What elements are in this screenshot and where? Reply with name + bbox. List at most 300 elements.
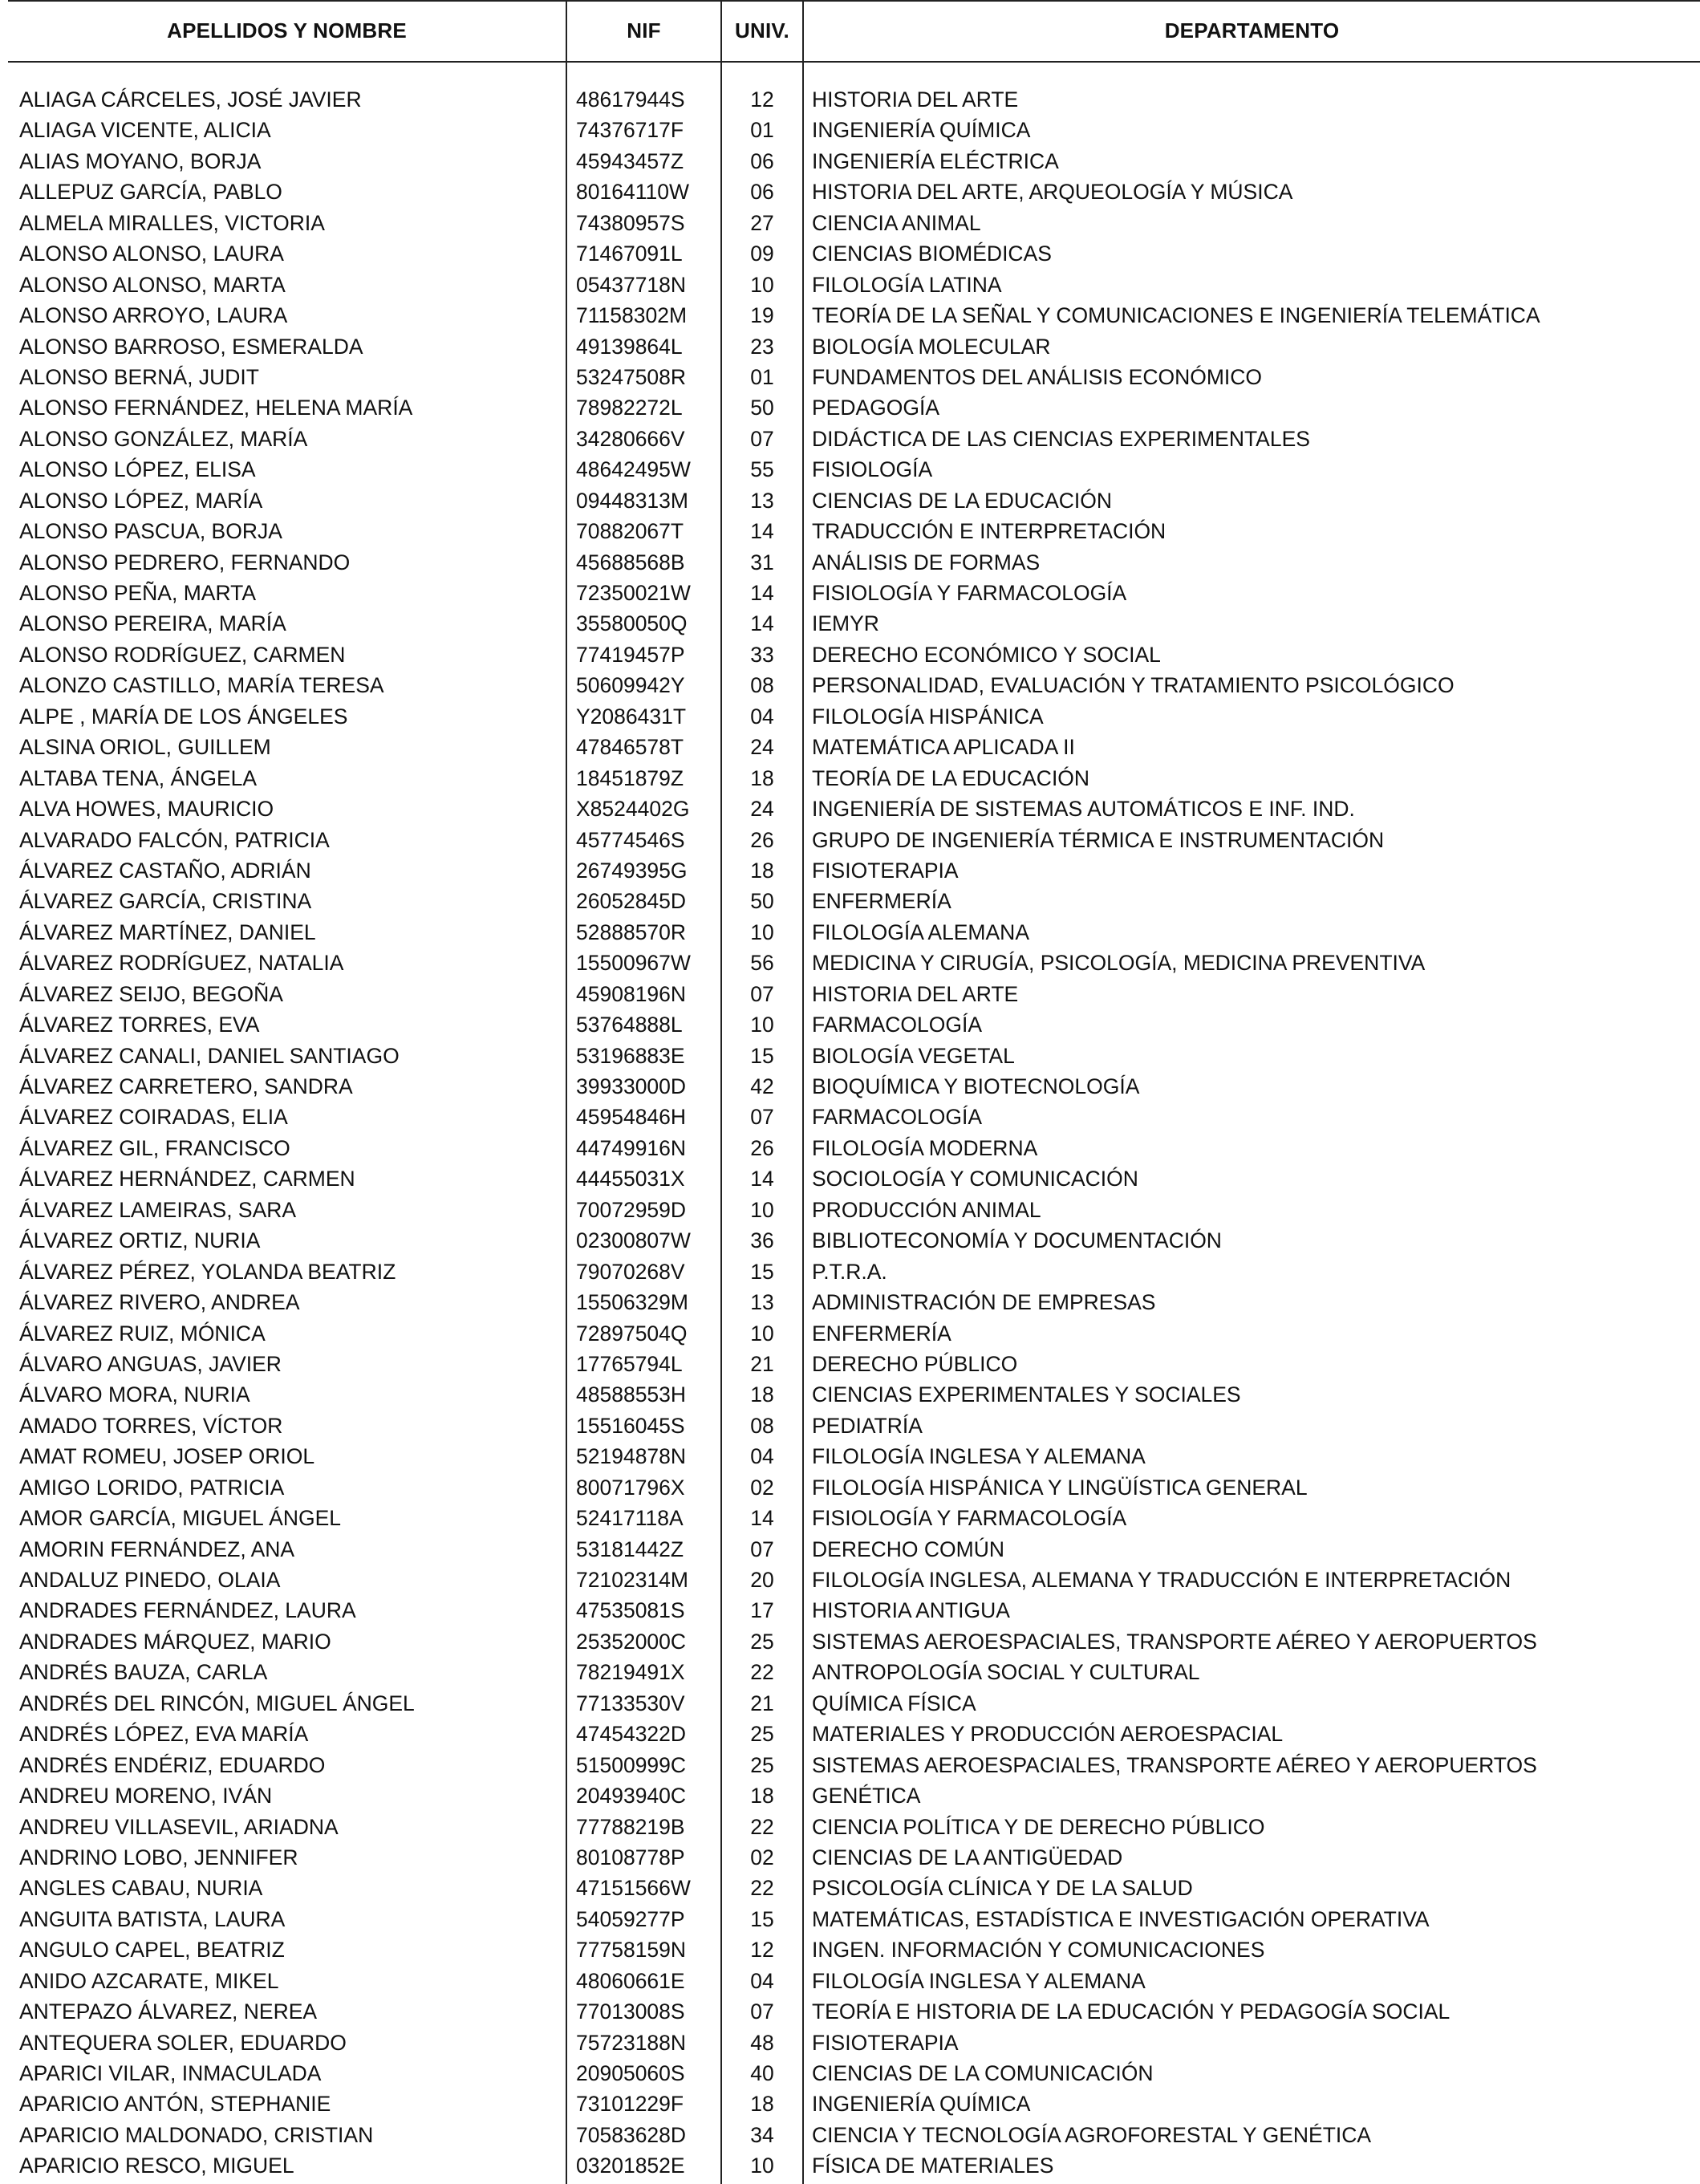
row-departamento: CIENCIAS DE LA ANTIGÜEDAD xyxy=(812,1845,1123,1869)
row-name: ANGULO CAPEL, BEATRIZ xyxy=(19,1938,285,1963)
header-rule xyxy=(8,61,1700,63)
row-nif: 72350021W xyxy=(576,581,691,605)
table-row xyxy=(0,1812,1700,1842)
row-univ: 33 xyxy=(750,642,774,667)
row-name: ANDRADES MÁRQUEZ, MARIO xyxy=(19,1629,331,1654)
row-name: ALIAS MOYANO, BORJA xyxy=(19,148,262,173)
row-name: ANIDO AZCARATE, MIKEL xyxy=(19,1968,279,1993)
row-name: ÁLVAREZ RIVERO, ANDREA xyxy=(19,1290,300,1315)
row-univ: 36 xyxy=(750,1228,774,1253)
row-departamento: FILOLOGÍA HISPÁNICA xyxy=(812,704,1044,729)
row-name: ANGLES CABAU, NURIA xyxy=(19,1876,263,1901)
row-departamento: PEDIATRÍA xyxy=(812,1413,923,1438)
table-row xyxy=(0,1750,1700,1780)
row-departamento: INGEN. INFORMACIÓN Y COMUNICACIONES xyxy=(812,1938,1265,1963)
row-nif: 71158302M xyxy=(576,303,688,328)
table-row xyxy=(0,208,1700,238)
table-row xyxy=(0,2089,1700,2119)
table-row xyxy=(0,300,1700,331)
row-nif: 53181442Z xyxy=(576,1537,684,1561)
row-nif: 74376717F xyxy=(576,118,684,143)
row-departamento: DERECHO PÚBLICO xyxy=(812,1351,1018,1376)
table-row xyxy=(0,1934,1700,1965)
row-univ: 22 xyxy=(750,1876,774,1901)
table-row xyxy=(0,84,1700,115)
row-nif: 34280666V xyxy=(576,426,685,451)
row-name: ANTEQUERA SOLER, EDUARDO xyxy=(19,2030,347,2055)
row-nif: 49139864L xyxy=(576,334,683,359)
table-row xyxy=(0,1719,1700,1749)
row-nif: 72897504Q xyxy=(576,1321,688,1346)
row-name: ALONSO PASCUA, BORJA xyxy=(19,519,282,544)
row-name: ALSINA ORIOL, GUILLEM xyxy=(19,735,271,760)
table-row xyxy=(0,1349,1700,1379)
row-univ: 09 xyxy=(750,242,774,266)
row-departamento: FILOLOGÍA INGLESA, ALEMANA Y TRADUCCIÓN E INTERPRETACIÓN xyxy=(812,1568,1511,1592)
row-univ: 14 xyxy=(750,581,774,605)
row-univ: 10 xyxy=(750,272,774,297)
row-univ: 02 xyxy=(750,1845,774,1869)
table-row xyxy=(0,639,1700,670)
row-departamento: ANTROPOLOGÍA SOCIAL Y CULTURAL xyxy=(812,1660,1200,1685)
table-row xyxy=(0,1041,1700,1071)
row-nif: 17765794L xyxy=(576,1351,683,1376)
row-departamento: CIENCIAS BIOMÉDICAS xyxy=(812,242,1052,266)
row-departamento: INGENIERÍA ELÉCTRICA xyxy=(812,148,1059,173)
row-name: ÁLVAREZ GARCÍA, CRISTINA xyxy=(19,889,312,914)
row-univ: 34 xyxy=(750,2122,774,2147)
row-name: ANDALUZ PINEDO, OLAIA xyxy=(19,1568,281,1592)
table-row xyxy=(0,146,1700,177)
column-header-departamento: DEPARTAMENTO xyxy=(1164,18,1340,43)
row-name: ANDREU MORENO, IVÁN xyxy=(19,1784,273,1808)
row-departamento: GENÉTICA xyxy=(812,1784,921,1808)
row-nif: 70583628D xyxy=(576,2122,687,2147)
table-row xyxy=(0,886,1700,916)
row-nif: 53196883E xyxy=(576,1043,685,1068)
table-row xyxy=(0,1163,1700,1194)
row-univ: 15 xyxy=(750,1906,774,1931)
row-nif: X8524402G xyxy=(576,797,690,822)
row-univ: 17 xyxy=(750,1598,774,1623)
row-departamento: FISIOLOGÍA xyxy=(812,457,933,482)
row-name: ÁLVARO ANGUAS, JAVIER xyxy=(19,1351,282,1376)
row-departamento: CIENCIAS EXPERIMENTALES Y SOCIALES xyxy=(812,1382,1241,1407)
row-name: ALIAGA VICENTE, ALICIA xyxy=(19,118,271,143)
table-row xyxy=(0,763,1700,794)
row-nif: 18451879Z xyxy=(576,765,684,790)
row-name: ÁLVAREZ COIRADAS, ELIA xyxy=(19,1105,288,1130)
row-name: ANTEPAZO ÁLVAREZ, NEREA xyxy=(19,1999,318,2024)
row-departamento: GRUPO DE INGENIERÍA TÉRMICA E INSTRUMENTACIÓN xyxy=(812,827,1385,852)
row-departamento: TEORÍA DE LA EDUCACIÓN xyxy=(812,765,1090,790)
table-row xyxy=(0,331,1700,362)
row-name: ALONSO ARROYO, LAURA xyxy=(19,303,288,328)
row-nif: 03201852E xyxy=(576,2154,685,2178)
row-nif: 80071796X xyxy=(576,1475,685,1500)
row-univ: 18 xyxy=(750,765,774,790)
row-nif: 25352000C xyxy=(576,1629,687,1654)
row-departamento: PERSONALIDAD, EVALUACIÓN Y TRATAMIENTO PSICOLÓGICO xyxy=(812,673,1455,698)
row-nif: 77419457P xyxy=(576,642,685,667)
row-departamento: FILOLOGÍA HISPÁNICA Y LINGÜÍSTICA GENERAL xyxy=(812,1475,1308,1500)
table-row xyxy=(0,1318,1700,1349)
row-univ: 14 xyxy=(750,519,774,544)
row-name: ALONZO CASTILLO, MARÍA TERESA xyxy=(19,673,384,698)
row-univ: 13 xyxy=(750,1290,774,1315)
row-name: ALONSO ALONSO, LAURA xyxy=(19,242,284,266)
row-name: ALONSO FERNÁNDEZ, HELENA MARÍA xyxy=(19,396,413,420)
row-departamento: SOCIOLOGÍA Y COMUNICACIÓN xyxy=(812,1167,1138,1191)
table-row xyxy=(0,115,1700,145)
row-departamento: HISTORIA DEL ARTE xyxy=(812,981,1019,1006)
row-nif: 53247508R xyxy=(576,364,687,389)
row-departamento: PSICOLOGÍA CLÍNICA Y DE LA SALUD xyxy=(812,1876,1193,1901)
table-row xyxy=(0,1657,1700,1687)
row-nif: 47454322D xyxy=(576,1722,687,1747)
table-row xyxy=(0,1441,1700,1472)
column-header-univ: UNIV. xyxy=(735,18,789,43)
row-nif: 72102314M xyxy=(576,1568,688,1592)
row-departamento: CIENCIAS DE LA EDUCACIÓN xyxy=(812,488,1113,513)
row-univ: 56 xyxy=(750,951,774,976)
table-row xyxy=(0,1133,1700,1163)
row-nif: 48588553H xyxy=(576,1382,687,1407)
table-row xyxy=(0,485,1700,516)
row-departamento: FISIOTERAPIA xyxy=(812,2030,959,2055)
row-departamento: CIENCIAS DE LA COMUNICACIÓN xyxy=(812,2061,1154,2085)
row-nif: 39933000D xyxy=(576,1074,687,1098)
row-name: AMOR GARCÍA, MIGUEL ÁNGEL xyxy=(19,1506,342,1531)
row-departamento: TEORÍA DE LA SEÑAL Y COMUNICACIONES E INGENIERÍA TELEMÁTICA xyxy=(812,303,1540,328)
table-row xyxy=(0,238,1700,269)
row-univ: 50 xyxy=(750,396,774,420)
table-row xyxy=(0,1225,1700,1256)
row-nif: 52417118A xyxy=(576,1506,684,1531)
table-row xyxy=(0,392,1700,423)
row-univ: 10 xyxy=(750,1013,774,1037)
row-univ: 20 xyxy=(750,1568,774,1592)
row-departamento: SISTEMAS AEROESPACIALES, TRANSPORTE AÉREO Y AEROPUERTOS xyxy=(812,1752,1537,1777)
row-departamento: FILOLOGÍA ALEMANA xyxy=(812,919,1029,944)
row-departamento: FISIOTERAPIA xyxy=(812,858,959,883)
row-nif: 44455031X xyxy=(576,1167,685,1191)
row-nif: 48060661E xyxy=(576,1968,685,1993)
row-departamento: INGENIERÍA QUÍMICA xyxy=(812,2092,1031,2117)
row-nif: 15516045S xyxy=(576,1413,685,1438)
row-univ: 48 xyxy=(750,2030,774,2055)
row-departamento: INGENIERÍA QUÍMICA xyxy=(812,118,1031,143)
row-departamento: IEMYR xyxy=(812,611,879,636)
row-departamento: FISIOLOGÍA Y FARMACOLOGÍA xyxy=(812,581,1127,605)
row-name: ALONSO LÓPEZ, MARÍA xyxy=(19,488,263,513)
row-name: ÁLVAREZ TORRES, EVA xyxy=(19,1013,260,1037)
row-univ: 31 xyxy=(750,550,774,574)
table-row xyxy=(0,670,1700,700)
table-row xyxy=(0,1472,1700,1503)
row-univ: 15 xyxy=(750,1259,774,1284)
table-row xyxy=(0,825,1700,855)
row-departamento: PEDAGOGÍA xyxy=(812,396,940,420)
row-name: ALONSO PEDRERO, FERNANDO xyxy=(19,550,351,574)
row-nif: 48617944S xyxy=(576,87,685,112)
row-name: ALONSO ALONSO, MARTA xyxy=(19,272,286,297)
row-nif: 52888570R xyxy=(576,919,687,944)
row-departamento: BIBLIOTECONOMÍA Y DOCUMENTACIÓN xyxy=(812,1228,1222,1253)
row-univ: 10 xyxy=(750,919,774,944)
row-name: ANDRINO LOBO, JENNIFER xyxy=(19,1845,298,1869)
table-row xyxy=(0,2058,1700,2089)
table-row xyxy=(0,917,1700,948)
row-name: ÁLVAREZ CANALI, DANIEL SANTIAGO xyxy=(19,1043,400,1068)
row-univ: 27 xyxy=(750,210,774,235)
row-univ: 26 xyxy=(750,827,774,852)
column-header-name: APELLIDOS Y NOMBRE xyxy=(167,18,407,43)
table-row xyxy=(0,177,1700,207)
row-univ: 10 xyxy=(750,2154,774,2178)
row-nif: 35580050Q xyxy=(576,611,688,636)
row-departamento: HISTORIA ANTIGUA xyxy=(812,1598,1010,1623)
row-univ: 07 xyxy=(750,981,774,1006)
row-univ: 55 xyxy=(750,457,774,482)
table-row xyxy=(0,1411,1700,1441)
table-row xyxy=(0,1565,1700,1595)
row-name: ALPE , MARÍA DE LOS ÁNGELES xyxy=(19,704,348,729)
row-univ: 01 xyxy=(750,118,774,143)
row-nif: 77013008S xyxy=(576,1999,685,2024)
row-univ: 06 xyxy=(750,148,774,173)
row-nif: 26052845D xyxy=(576,889,687,914)
row-name: ALONSO PEREIRA, MARÍA xyxy=(19,611,286,636)
row-departamento: SISTEMAS AEROESPACIALES, TRANSPORTE AÉREO Y AEROPUERTOS xyxy=(812,1629,1537,1654)
table-row xyxy=(0,454,1700,485)
row-name: ALONSO BARROSO, ESMERALDA xyxy=(19,334,363,359)
row-nif: 54059277P xyxy=(576,1906,685,1931)
row-nif: 51500999C xyxy=(576,1752,687,1777)
row-univ: 19 xyxy=(750,303,774,328)
row-univ: 24 xyxy=(750,797,774,822)
row-name: ALLEPUZ GARCÍA, PABLO xyxy=(19,180,282,205)
row-name: ALONSO BERNÁ, JUDIT xyxy=(19,364,259,389)
row-univ: 07 xyxy=(750,1105,774,1130)
row-departamento: MATERIALES Y PRODUCCIÓN AEROESPACIAL xyxy=(812,1722,1284,1747)
row-departamento: FILOLOGÍA INGLESA Y ALEMANA xyxy=(812,1444,1146,1469)
row-departamento: DERECHO COMÚN xyxy=(812,1537,1004,1561)
row-univ: 02 xyxy=(750,1475,774,1500)
row-name: ANDRADES FERNÁNDEZ, LAURA xyxy=(19,1598,356,1623)
row-name: ANGUITA BATISTA, LAURA xyxy=(19,1906,286,1931)
row-univ: 15 xyxy=(750,1043,774,1068)
row-nif: 80108778P xyxy=(576,1845,685,1869)
row-nif: 20493940C xyxy=(576,1784,687,1808)
row-name: ÁLVAREZ RUIZ, MÓNICA xyxy=(19,1321,266,1346)
row-nif: 47535081S xyxy=(576,1598,685,1623)
row-nif: 70882067T xyxy=(576,519,684,544)
row-nif: 50609942Y xyxy=(576,673,685,698)
table-row xyxy=(0,2120,1700,2150)
table-row xyxy=(0,547,1700,578)
row-departamento: BIOLOGÍA MOLECULAR xyxy=(812,334,1051,359)
table-row xyxy=(0,1904,1700,1934)
row-nif: 48642495W xyxy=(576,457,691,482)
row-univ: 07 xyxy=(750,426,774,451)
table-row xyxy=(0,362,1700,392)
row-univ: 40 xyxy=(750,2061,774,2085)
row-univ: 25 xyxy=(750,1629,774,1654)
table-row xyxy=(0,1996,1700,2027)
table-row xyxy=(0,2028,1700,2058)
row-nif: 02300807W xyxy=(576,1228,691,1253)
table-row xyxy=(0,2150,1700,2181)
row-name: ÁLVAREZ SEIJO, BEGOÑA xyxy=(19,981,283,1006)
row-nif: 79070268V xyxy=(576,1259,685,1284)
row-nif: 77758159N xyxy=(576,1938,687,1963)
column-header-nif: NIF xyxy=(627,18,661,43)
row-departamento: MATEMÁTICA APLICADA II xyxy=(812,735,1075,760)
row-nif: 75723188N xyxy=(576,2030,687,2055)
row-univ: 10 xyxy=(750,1197,774,1222)
row-name: ÁLVAREZ ORTIZ, NURIA xyxy=(19,1228,261,1253)
row-name: AMIGO LORIDO, PATRICIA xyxy=(19,1475,285,1500)
row-departamento: ENFERMERÍA xyxy=(812,889,951,914)
table-row xyxy=(0,1503,1700,1533)
row-univ: 10 xyxy=(750,1321,774,1346)
row-nif: 77788219B xyxy=(576,1814,685,1839)
row-univ: 50 xyxy=(750,889,774,914)
row-departamento: TEORÍA E HISTORIA DE LA EDUCACIÓN Y PEDAGOGÍA SOCIAL xyxy=(812,1999,1450,2024)
row-name: AMADO TORRES, VÍCTOR xyxy=(19,1413,283,1438)
row-departamento: FARMACOLOGÍA xyxy=(812,1105,983,1130)
row-nif: 05437718N xyxy=(576,272,687,297)
row-nif: 45908196N xyxy=(576,981,687,1006)
row-univ: 13 xyxy=(750,488,774,513)
row-univ: 26 xyxy=(750,1135,774,1160)
row-nif: 71467091L xyxy=(576,242,683,266)
row-departamento: QUÍMICA FÍSICA xyxy=(812,1691,976,1715)
row-nif: 78982272L xyxy=(576,396,683,420)
table-row xyxy=(0,1379,1700,1410)
row-departamento: FISIOLOGÍA Y FARMACOLOGÍA xyxy=(812,1506,1127,1531)
row-departamento: CIENCIA Y TECNOLOGÍA AGROFORESTAL Y GENÉTICA xyxy=(812,2122,1372,2147)
row-name: ÁLVAREZ HERNÁNDEZ, CARMEN xyxy=(19,1167,355,1191)
row-nif: 53764888L xyxy=(576,1013,683,1037)
row-univ: 42 xyxy=(750,1074,774,1098)
row-departamento: CIENCIA ANIMAL xyxy=(812,210,981,235)
row-nif: 78219491X xyxy=(576,1660,685,1685)
row-departamento: BIOLOGÍA VEGETAL xyxy=(812,1043,1015,1068)
row-name: ÁLVARO MORA, NURIA xyxy=(19,1382,250,1407)
row-departamento: DERECHO ECONÓMICO Y SOCIAL xyxy=(812,642,1161,667)
table-row xyxy=(0,855,1700,886)
row-departamento: CIENCIA POLÍTICA Y DE DERECHO PÚBLICO xyxy=(812,1814,1265,1839)
row-departamento: HISTORIA DEL ARTE, ARQUEOLOGÍA Y MÚSICA xyxy=(812,180,1293,205)
row-departamento: FARMACOLOGÍA xyxy=(812,1013,983,1037)
row-univ: 14 xyxy=(750,1167,774,1191)
row-departamento: PRODUCCIÓN ANIMAL xyxy=(812,1197,1041,1222)
row-name: ÁLVAREZ CARRETERO, SANDRA xyxy=(19,1074,353,1098)
row-name: ALTABA TENA, ÁNGELA xyxy=(19,765,258,790)
row-departamento: DIDÁCTICA DE LAS CIENCIAS EXPERIMENTALES xyxy=(812,426,1310,451)
row-univ: 21 xyxy=(750,1351,774,1376)
row-univ: 14 xyxy=(750,1506,774,1531)
table-row xyxy=(0,948,1700,978)
row-departamento: HISTORIA DEL ARTE xyxy=(812,87,1019,112)
table-row xyxy=(0,1009,1700,1040)
row-univ: 18 xyxy=(750,1382,774,1407)
table-row xyxy=(0,1780,1700,1811)
row-univ: 08 xyxy=(750,1413,774,1438)
row-departamento: TRADUCCIÓN E INTERPRETACIÓN xyxy=(812,519,1166,544)
table-row xyxy=(0,1071,1700,1102)
table-row xyxy=(0,270,1700,300)
row-nif: 09448313M xyxy=(576,488,688,513)
row-nif: 45688568B xyxy=(576,550,685,574)
row-nif: 80164110W xyxy=(576,180,689,205)
row-nif: 45954846H xyxy=(576,1105,687,1130)
row-nif: 77133530V xyxy=(576,1691,685,1715)
row-name: ALVARADO FALCÓN, PATRICIA xyxy=(19,827,330,852)
row-univ: 25 xyxy=(750,1752,774,1777)
row-departamento: BIOQUÍMICA Y BIOTECNOLOGÍA xyxy=(812,1074,1140,1098)
row-univ: 25 xyxy=(750,1722,774,1747)
row-univ: 22 xyxy=(750,1814,774,1839)
row-departamento: FILOLOGÍA LATINA xyxy=(812,272,1002,297)
row-name: ANDREU VILLASEVIL, ARIADNA xyxy=(19,1814,339,1839)
table-row xyxy=(0,794,1700,824)
table-body xyxy=(0,84,1700,2182)
row-nif: 47846578T xyxy=(576,735,684,760)
row-name: APARICIO RESCO, MIGUEL xyxy=(19,2154,294,2178)
row-univ: 18 xyxy=(750,1784,774,1808)
row-univ: 12 xyxy=(750,87,774,112)
row-name: ANDRÉS ENDÉRIZ, EDUARDO xyxy=(19,1752,326,1777)
row-name: ÁLVAREZ PÉREZ, YOLANDA BEATRIZ xyxy=(19,1259,396,1284)
table-row xyxy=(0,1626,1700,1657)
table-row xyxy=(0,701,1700,732)
row-nif: 45943457Z xyxy=(576,148,684,173)
row-univ: 04 xyxy=(750,1444,774,1469)
row-name: ÁLVAREZ RODRÍGUEZ, NATALIA xyxy=(19,951,344,976)
row-name: ANDRÉS BAUZA, CARLA xyxy=(19,1660,268,1685)
row-departamento: MATEMÁTICAS, ESTADÍSTICA E INVESTIGACIÓN OPERATIVA xyxy=(812,1906,1430,1931)
table-row xyxy=(0,979,1700,1009)
row-univ: 04 xyxy=(750,704,774,729)
row-nif: 47151566W xyxy=(576,1876,691,1901)
row-univ: 04 xyxy=(750,1968,774,1993)
table-row xyxy=(0,732,1700,762)
row-name: ÁLVAREZ CASTAÑO, ADRIÁN xyxy=(19,858,311,883)
table-row xyxy=(0,1195,1700,1225)
row-nif: 45774546S xyxy=(576,827,685,852)
row-departamento: INGENIERÍA DE SISTEMAS AUTOMÁTICOS E INF. IND. xyxy=(812,797,1355,822)
row-nif: 73101229F xyxy=(576,2092,684,2117)
row-univ: 08 xyxy=(750,673,774,698)
row-univ: 06 xyxy=(750,180,774,205)
row-univ: 12 xyxy=(750,1938,774,1963)
row-univ: 22 xyxy=(750,1660,774,1685)
row-departamento: FILOLOGÍA MODERNA xyxy=(812,1135,1038,1160)
row-univ: 14 xyxy=(750,611,774,636)
row-univ: 21 xyxy=(750,1691,774,1715)
table-row xyxy=(0,1102,1700,1132)
row-name: ALMELA MIRALLES, VICTORIA xyxy=(19,210,325,235)
table-row xyxy=(0,1287,1700,1317)
row-nif: 52194878N xyxy=(576,1444,687,1469)
row-name: ÁLVAREZ GIL, FRANCISCO xyxy=(19,1135,290,1160)
row-univ: 24 xyxy=(750,735,774,760)
row-departamento: ENFERMERÍA xyxy=(812,1321,951,1346)
table-row xyxy=(0,1256,1700,1287)
